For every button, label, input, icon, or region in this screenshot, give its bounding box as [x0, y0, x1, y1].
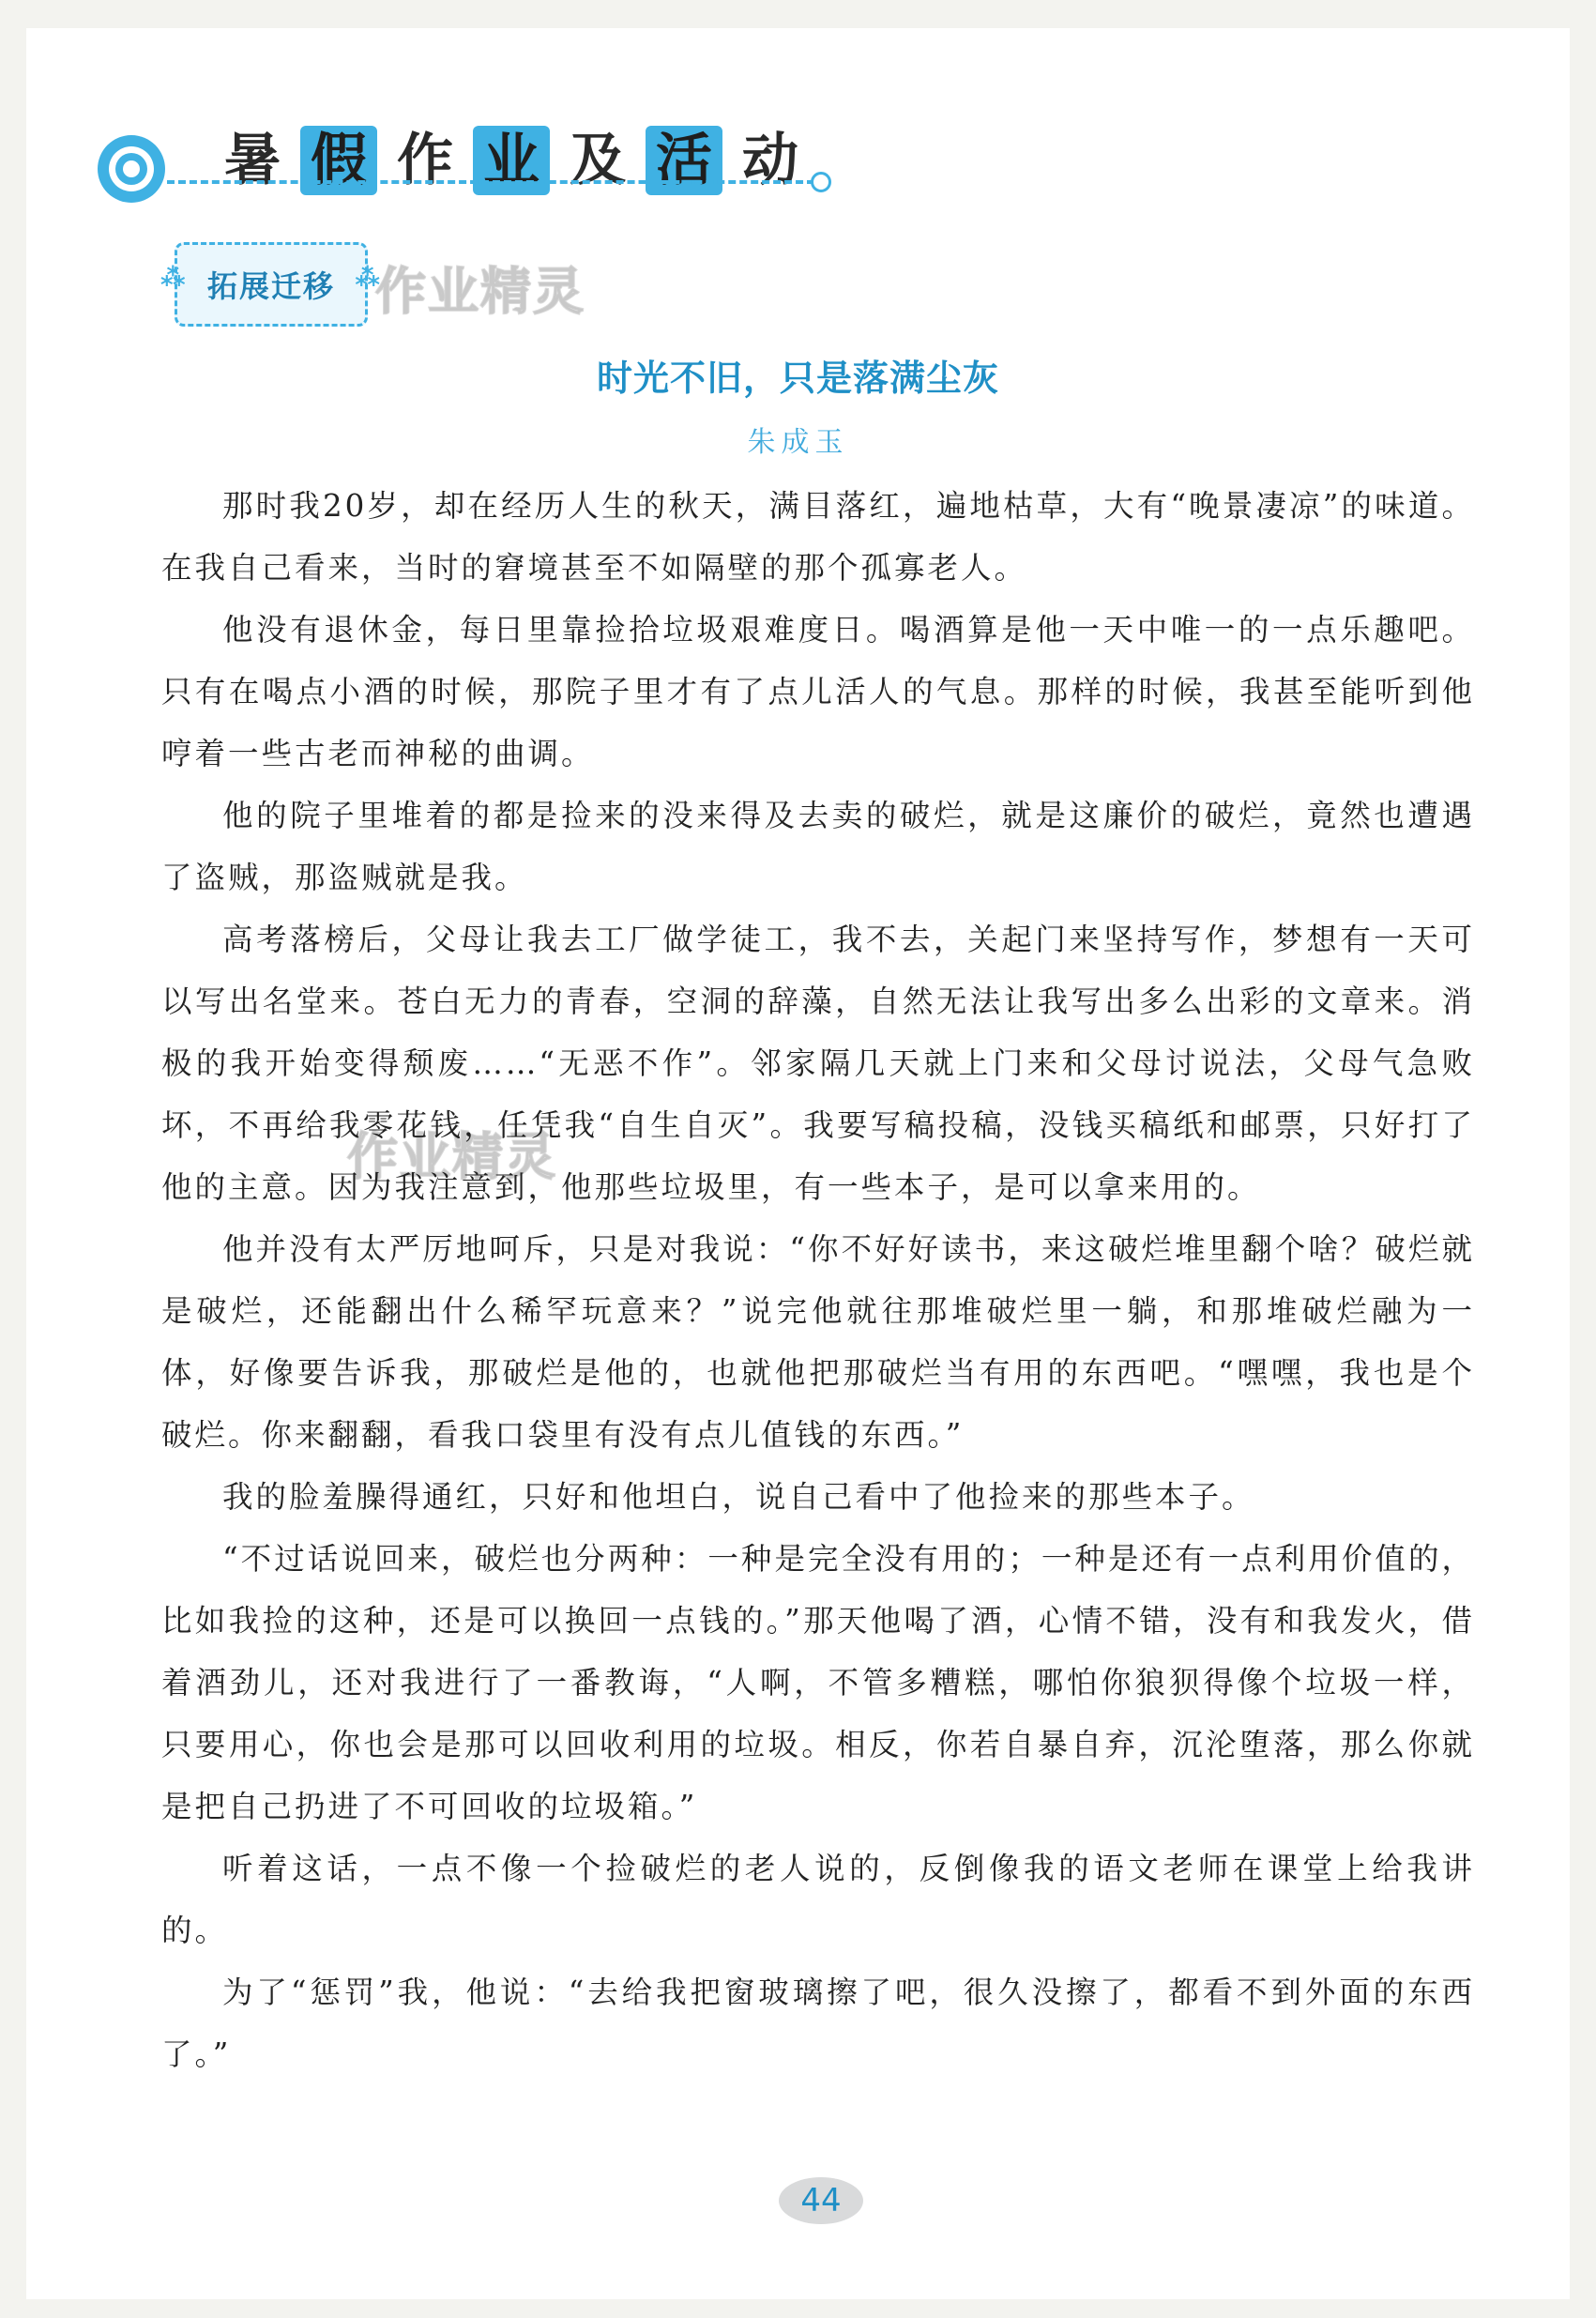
paragraph: 高考落榜后，父母让我去工厂做学徒工，我不去，关起门来坚持写作，梦想有一天可以写出名堂来。苍白无力的青春，空洞的辞藻，自然无法让我写出多么出彩的文章来。消极的我开始变得颓废……“无恶不作”。邻家隔几天就上门来和父母讨说法，父母气急败坏，不再给我零花钱，任凭我“自生自灭”。我要写稿投稿，没钱买稿纸和邮票，只好打了他的主意。因为我注意到，他那些垃圾里，有一些本子，是可以拿来用的。 [161, 922, 1475, 1205]
page-header [0, 0, 1596, 216]
section-tag: ⁂ 拓展迁移 ⁂ [175, 242, 368, 327]
header-title-char: 作 [397, 128, 453, 193]
header-dashed-divider [167, 180, 814, 184]
paragraph: 他的院子里堆着的都是捡来的没来得及去卖的破烂，就是这廉价的破烂，竟然也遭遇了盗贼，那盗贼就是我。 [161, 798, 1475, 895]
header-title-char: 及 [570, 128, 626, 193]
header-title-char: 动 [742, 128, 798, 193]
paragraph: 听着这话，一点不像一个捡破烂的老人说的，反倒像我的语文老师在课堂上给我讲的。 [161, 1851, 1475, 1948]
paragraph: 我的脸羞臊得通红，只好和他坦白，说自己看中了他捡来的那些本子。 [222, 1479, 1255, 1515]
paragraph: “不过话说回来，破烂也分两种：一种是完全没有用的；一种是还有一点利用价值的，比如我捡的这种，还是可以换回一点钱的。”那天他喝了酒，心情不错，没有和我发火，借着酒劲儿，还对我进行了一番教诲，“人啊，不管多糟糕，哪怕你狼狈得像个垃圾一样，只要用心，你也会是那可以回收利用的垃圾。相反，你若自暴自弃，沉沦堕落，那么你就是把自己扔进了不可回收的垃圾箱。” [161, 1541, 1475, 1824]
watermark: 作业精灵 [375, 262, 585, 321]
paragraph: 那时我20岁，却在经历人生的秋天，满目落红，遍地枯草，大有“晚景凄凉”的味道。在我自己看来，当时的窘境甚至不如隔壁的那个孤寡老人。 [161, 488, 1475, 586]
paragraph: 他并没有太严厉地呵斥，只是对我说：“你不好好读书，来这破烂堆里翻个啥？破烂就是破烂，还能翻出什么稀罕玩意来？”说完他就往那堆破烂里一躺，和那堆破烂融为一体，好像要告诉我，那破烂是他的，也就他把那破烂当有用的东西吧。“嘿嘿，我也是个破烂。你来翻翻，看我口袋里有没有点儿值钱的东西。” [161, 1231, 1475, 1453]
header-title-char: 假 [300, 126, 377, 195]
divider-end-circle-icon [811, 172, 831, 192]
header-title-char: 暑 [224, 128, 281, 193]
paragraph: 为了“惩罚”我，他说：“去给我把窗玻璃擦了吧，很久没擦了，都看不到外面的东西了。” [161, 1975, 1475, 2072]
target-circle-icon [94, 131, 169, 206]
article-body [161, 475, 1475, 2085]
header-title-char: 活 [646, 126, 722, 195]
article-title: 时光不旧，只是落满尘灰 [596, 357, 999, 399]
paragraph: 他没有退休金，每日里靠捡拾垃圾艰难度日。喝酒算是他一天中唯一的一点乐趣吧。只有在喝点小酒的时候，那院子里才有了点儿活人的气息。那样的时候，我甚至能听到他哼着一些古老而神秘的曲调。 [161, 612, 1475, 771]
header-title-char: 业 [473, 126, 550, 195]
page-number: 44 [779, 2177, 863, 2224]
watermark: 作业精灵 [347, 1127, 557, 1186]
article-author: 朱成玉 [747, 426, 849, 459]
